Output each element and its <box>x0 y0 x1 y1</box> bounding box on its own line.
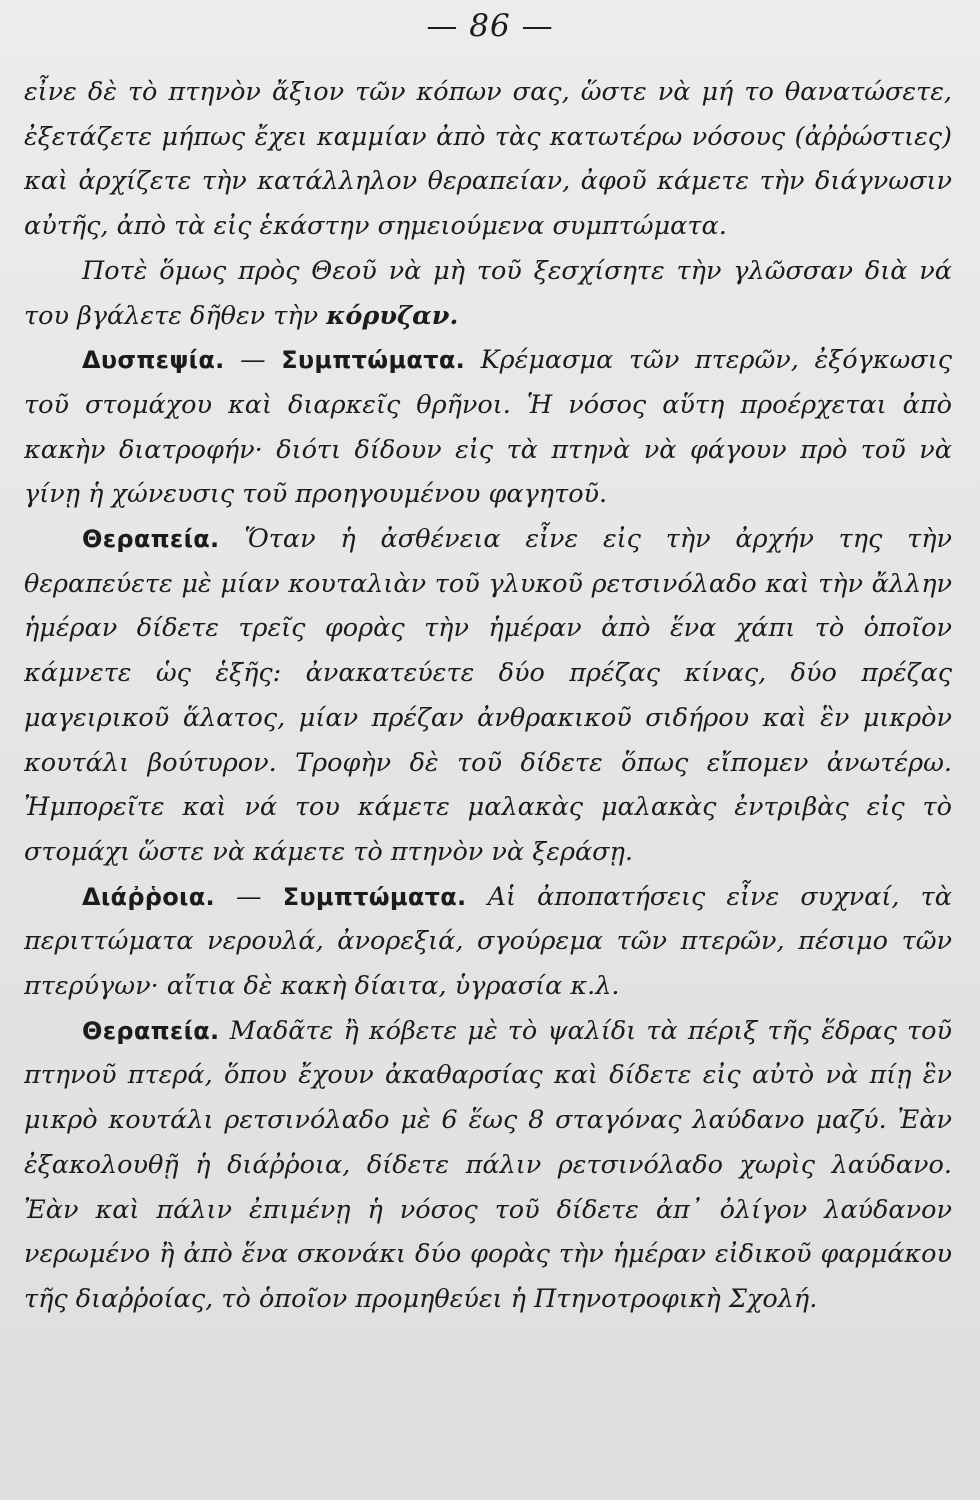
paragraph-warning-text: Ποτὲ ὅμως πρὸς Θεοῦ νὰ μὴ τοῦ ξεσχίσητε τὴν γλῶσσαν διὰ νά του βγάλετε δῆθεν τὴν <box>24 255 952 331</box>
section-heading-diarrhea: Διάῤῥοια. <box>82 882 215 911</box>
heading-separator: — <box>224 345 282 376</box>
section-dyspepsia-text: Κρέμασμα τῶν πτερῶν, ἐξόγκωσις τοῦ στομάχου καὶ διαρκεῖς θρῆνοι. Ἡ νόσος αὕτη προέρχεται ἀπὸ κακὴν διατροφήν· διότι δίδουν εἰς τὰ πτηνὰ νὰ φάγουν πρὸ τοῦ νὰ γίνῃ ἡ χώνευσις τοῦ προηγουμένου φαγητοῦ. <box>24 345 952 510</box>
subheading-symptoms: Συμπτώματα. <box>282 882 467 911</box>
subheading-treatment: Θεραπεία. <box>82 1016 220 1045</box>
section-diarrhea-symptoms <box>24 875 952 1009</box>
page-number: — 86 — <box>426 8 554 44</box>
section-dyspepsia-treatment-text: Ὅταν ἡ ἀσθένεια εἶνε εἰς τὴν ἀρχήν της τὴν θεραπεύετε μὲ μίαν κουταλιὰν τοῦ γλυκοῦ ρετσινόλαδο καὶ τὴν ἄλλην ἡμέραν δίδετε τρεῖς φορὰς τὴν ἡμέραν ἀπὸ ἕνα χάπι τὸ ὁποῖον κάμνετε ὡς ἑξῆς: ἀνακατεύετε δύο πρέζας κίνας, δύο πρέζας μαγειρικοῦ ἅλατος, μίαν πρέζαν ἀνθρακικοῦ σιδήρου καὶ ἓν μικρὸν κουτάλι βούτυρον. Τροφὴν δὲ τοῦ δίδετε ὅπως εἴπομεν ἀνωτέρω. Ἠμπορεῖτε καὶ νά του κάμετε μαλακὰς μαλακὰς ἐντριβὰς εἰς τὸ στομάχι ὥστε νὰ κάμετε τὸ πτηνὸν νὰ ξεράσῃ. <box>24 524 952 867</box>
subheading-treatment: Θεραπεία. <box>82 525 220 554</box>
section-diarrhea-text: Αἱ ἀποπατήσεις εἶνε συχναί, τὰ περιττώματα νερουλά, ἀνορεξιά, σγούρεμα τῶν πτερῶν, πέσιμο τῶν πτερύγων· αἴτια δὲ κακὴ δίαιτα, ὑγρασία κ.λ. <box>24 881 952 1002</box>
heading-separator: — <box>214 881 283 912</box>
paragraph-warning <box>24 249 952 338</box>
section-dyspepsia-symptoms <box>24 338 952 517</box>
section-diarrhea-treatment <box>24 1009 952 1322</box>
section-heading-dyspepsia: Δυσπεψία. <box>82 346 225 375</box>
section-diarrhea-treatment-text: Μαδᾶτε ἢ κόβετε μὲ τὸ ψαλίδι τὰ πέριξ τῆς ἕδρας τοῦ πτηνοῦ πτερά, ὅπου ἔχουν ἀκαθαρσίας καὶ δίδετε εἰς αὐτὸ νὰ πίῃ ἓν μικρὸ κουτάλι ρετσινόλαδο μὲ 6 ἕως 8 σταγόνας λαύδανο μαζύ. Ἐὰν ἐξακολουθῇ ἡ διάῤῥοια, δίδετε πάλιν ρετσινόλαδο χωρὶς λαύδανο. Ἐὰν καὶ πάλιν ἐπιμένῃ ἡ νόσος τοῦ δίδετε ἀπ᾿ ὀλίγον λαύδανον νερωμένο ἢ ἀπὸ ἕνα σκονάκι δύο φορὰς τὴν ἡμέραν εἰδικοῦ φαρμάκου τῆς διαῤῥοίας, τὸ ὁποῖον προμηθεύει ἡ Πτηνοτροφικὴ Σχολή. <box>24 1015 952 1314</box>
page-body <box>24 70 952 1322</box>
paragraph-intro-text: εἶνε δὲ τὸ πτηνὸν ἄξιον τῶν κόπων σας, ὥστε νὰ μή το θανατώσετε, ἐξετάζετε μήπως ἔχει καμμίαν ἀπὸ τὰς κατωτέρω νόσους (ἀῤῥώστιες) καὶ ἀρχίζετε τὴν κατάλληλον θεραπείαν, ἀφοῦ κάμετε τὴν διάγνωσιν αὐτῆς, ἀπὸ τὰ εἰς ἑκάστην σημειούμενα συμπτώματα. <box>24 77 952 242</box>
subheading-symptoms: Συμπτώματα. <box>281 346 466 375</box>
section-dyspepsia-treatment <box>24 517 952 875</box>
paragraph-intro <box>24 70 952 249</box>
emphasis-koryza: κόρυζαν. <box>326 300 459 331</box>
